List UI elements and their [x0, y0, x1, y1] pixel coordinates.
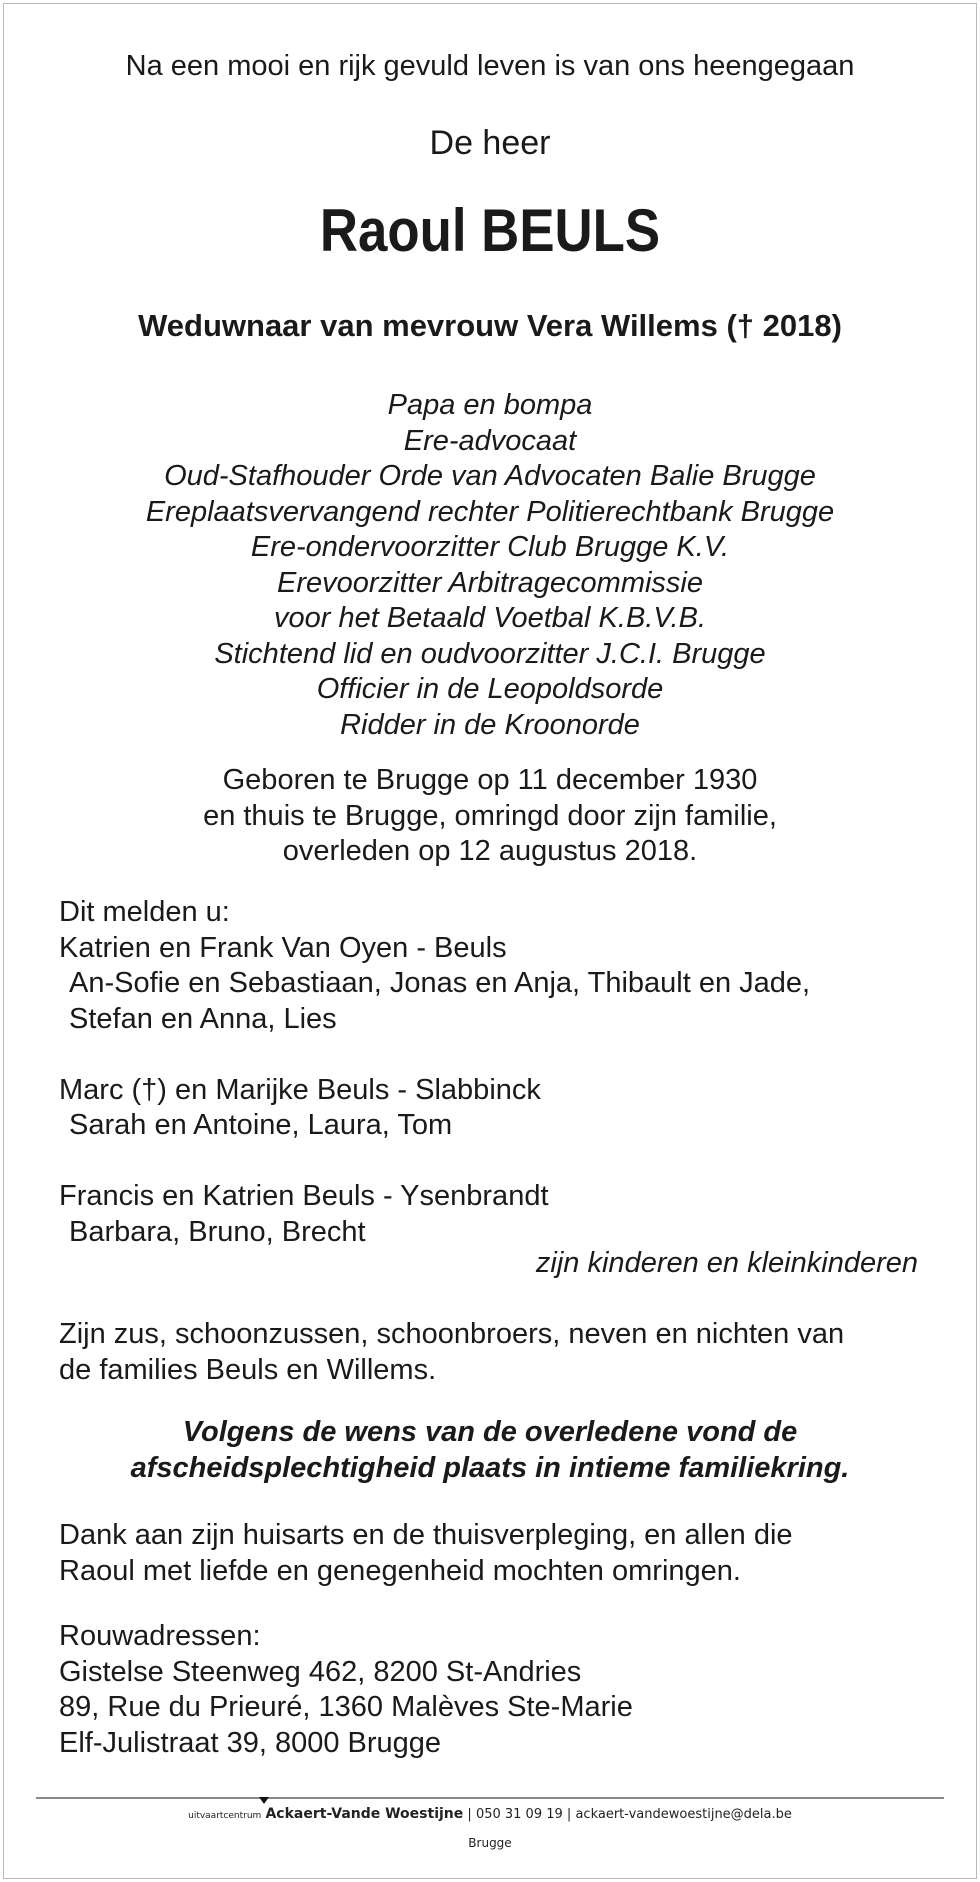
- title-line: Oud-Stafhouder Orde van Advocaten Balie Brugge: [164, 460, 816, 492]
- deceased-name: Raoul BEULS: [319, 197, 661, 264]
- address-line: Elf-Julistraat 39, 8000 Brugge: [59, 1726, 442, 1759]
- family-parents: Marc (†) en Marijke Beuls - Slabbinck: [59, 1073, 541, 1106]
- title-line: Ridder in de Kroonorde: [340, 708, 640, 741]
- title-line: Erevoorzitter Arbitragecommissie: [277, 566, 703, 599]
- address-line: 89, Rue du Prieuré, 1360 Malèves Ste-Marie: [59, 1691, 633, 1723]
- funeral-home-footer: [0, 1806, 980, 1822]
- relatives-block: [59, 1317, 844, 1388]
- footer-separator: |: [467, 1807, 472, 1822]
- widower-line: Weduwnaar van mevrouw Vera Willems († 2018): [138, 308, 842, 343]
- footer-phone: 050 31 09 19: [475, 1807, 563, 1822]
- announce-intro: Dit melden u:: [59, 896, 230, 928]
- titles-list: [0, 388, 980, 743]
- funeral-home-brand: [265, 1806, 463, 1822]
- title-line: Officier in de Leopoldsorde: [316, 673, 664, 705]
- title-line: Ere-ondervoorzitter Club Brugge K.V.: [250, 531, 730, 563]
- salutation: De heer: [429, 124, 551, 162]
- family-children: Barbara, Bruno, Brecht: [69, 1215, 366, 1248]
- birth-death-block: [0, 763, 980, 870]
- family-parents: Francis en Katrien Beuls - Ysenbrandt: [59, 1180, 549, 1212]
- thanks-line: Dank aan zijn huisarts en de thuisverpleging, en allen die: [59, 1519, 793, 1551]
- title-line: Ereplaatsvervangend rechter Politierechtbank Brugge: [145, 495, 835, 528]
- wish-line: Volgens de wens van de overledene vond de: [182, 1416, 798, 1448]
- death-line: overleden op 12 augustus 2018.: [282, 835, 698, 867]
- family-children: An-Sofie en Sebastiaan, Jonas en Anja, Thibault en Jade,: [69, 967, 811, 999]
- wish-line: afscheidsplechtigheid plaats in intieme familiekring.: [130, 1451, 850, 1484]
- footer-prefix: uitvaartcentrum: [188, 1811, 262, 1821]
- address-line: Gistelse Steenweg 462, 8200 St-Andries: [59, 1655, 582, 1688]
- family-parents: Katrien en Frank Van Oyen - Beuls: [59, 931, 507, 964]
- spacer: [59, 1037, 810, 1073]
- home-line: en thuis te Brugge, omringd door zijn familie,: [203, 799, 777, 832]
- addresses-label: Rouwadressen:: [59, 1620, 261, 1652]
- title-line: Papa en bompa: [387, 389, 593, 421]
- brand-name: Ackaert-Vande Woestijne: [265, 1806, 464, 1822]
- spacer: [59, 1144, 810, 1180]
- footer-email: ackaert-vandewoestijne@dela.be: [575, 1807, 792, 1822]
- family-announcement: [59, 895, 810, 1250]
- family-children: Stefan en Anna, Lies: [69, 1002, 337, 1035]
- intro-line: Na een mooi en rijk gevuld leven is van ons heengegaan: [125, 50, 855, 82]
- footer-separator: |: [566, 1807, 572, 1822]
- family-children: Sarah en Antoine, Laura, Tom: [69, 1109, 453, 1141]
- triangle-icon: [259, 1797, 269, 1804]
- title-line: voor het Betaald Voetbal K.B.V.B.: [273, 602, 707, 634]
- footer-divider: [36, 1797, 944, 1799]
- relatives-line: Zijn zus, schoonzussen, schoonbroers, neven en nichten van: [59, 1318, 845, 1350]
- thanks-block: [59, 1518, 793, 1589]
- wish-block: [0, 1415, 980, 1486]
- kids-caption: zijn kinderen en kleinkinderen: [535, 1247, 918, 1279]
- title-line: Stichtend lid en oudvoorzitter J.C.I. Brugge: [214, 637, 766, 670]
- thanks-line: Raoul met liefde en genegenheid mochten omringen.: [59, 1554, 741, 1587]
- relatives-line: de families Beuls en Willems.: [59, 1353, 437, 1386]
- addresses-block: [59, 1619, 633, 1761]
- birth-line: Geboren te Brugge op 11 december 1930: [222, 764, 758, 796]
- footer-city: Brugge: [468, 1836, 512, 1850]
- title-line: Ere-advocaat: [403, 424, 577, 457]
